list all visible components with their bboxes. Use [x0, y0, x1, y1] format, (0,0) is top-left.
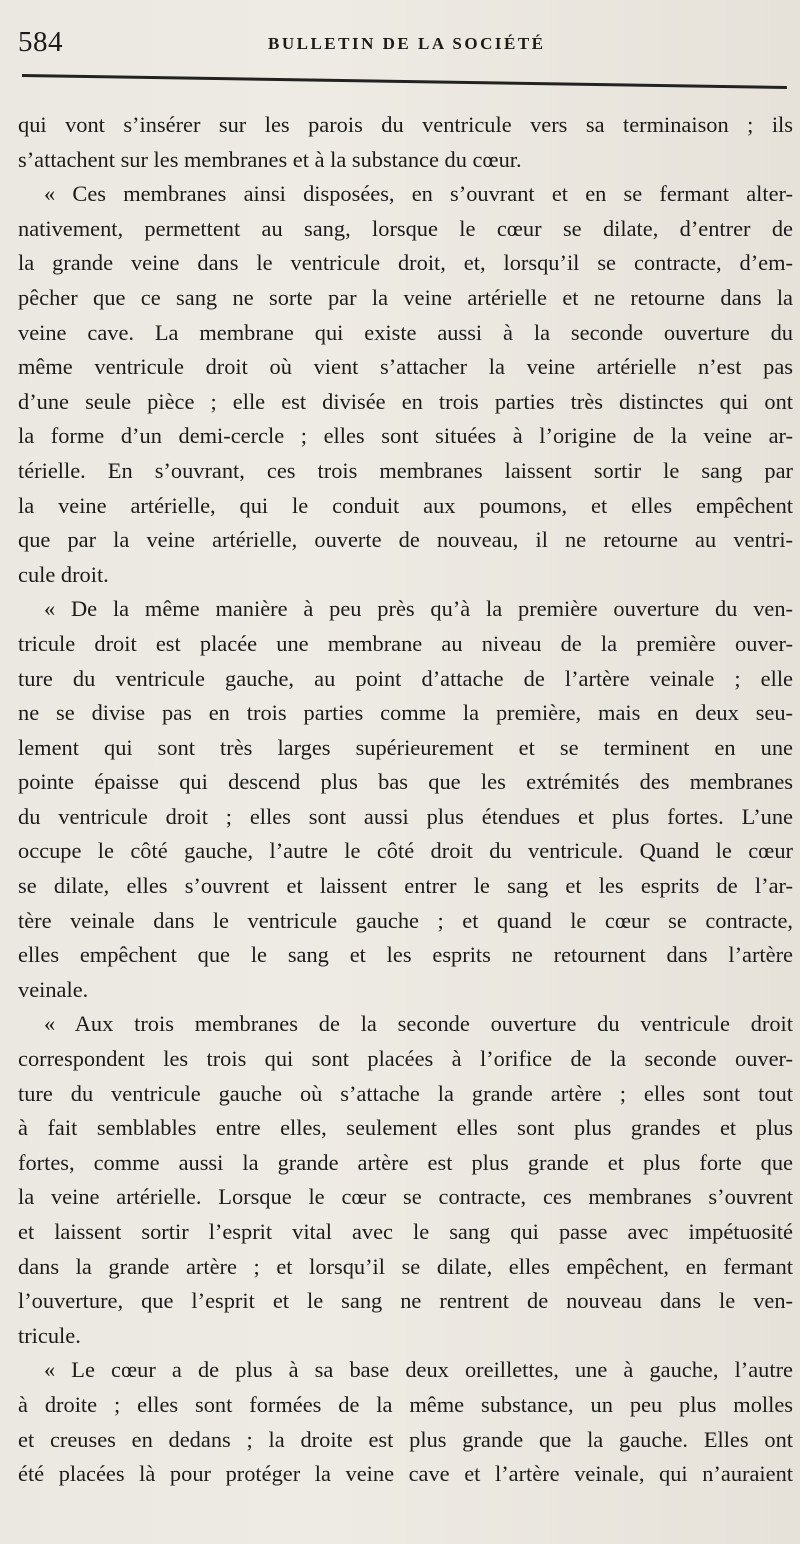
text-line: « De la même manière à peu près qu’à la première ouverture du ven-	[44, 596, 793, 622]
text-line: ne se divise pas en trois parties comme la première, mais en deux seu-	[18, 700, 793, 726]
text-line: tricule droit est placée une membrane au niveau de la première ouver-	[18, 630, 793, 656]
text-line: « Le cœur a de plus à sa base deux oreillettes, une à gauche, l’autre	[44, 1357, 793, 1383]
text-line: tricule.	[18, 1322, 81, 1348]
page-number: 584	[18, 26, 63, 58]
text-line: nativement, permettent au sang, lorsque le cœur se dilate, d’entrer de	[18, 215, 793, 241]
body-text	[18, 108, 793, 1492]
text-line: pêcher que ce sang ne sorte par la veine artérielle et ne retourne dans la	[18, 284, 793, 310]
text-line: occupe le côté gauche, l’autre le côté droit du ventricule. Quand le cœur	[18, 838, 793, 864]
text-line: dans la grande artère ; et lorsqu’il se dilate, elles empêchent, en fermant	[18, 1253, 793, 1279]
paragraph	[18, 1353, 793, 1491]
paragraph	[18, 108, 793, 177]
text-line: veinale.	[18, 976, 89, 1002]
paragraph	[18, 592, 793, 1007]
text-line: que par la veine artérielle, ouverte de nouveau, il ne retourne au ventri-	[18, 527, 793, 553]
text-line: la veine artérielle, qui le conduit aux poumons, et elles empêchent	[18, 492, 793, 518]
text-line: la forme d’un demi-cercle ; elles sont situées à l’origine de la veine ar-	[18, 423, 793, 449]
text-line: fortes, comme aussi la grande artère est plus grande et plus forte que	[18, 1149, 793, 1175]
paragraph	[18, 177, 793, 592]
text-line: et laissent sortir l’esprit vital avec le sang qui passe avec impétuosité	[18, 1219, 793, 1244]
text-line: tère veinale dans le ventricule gauche ; et quand le cœur se contracte,	[18, 907, 793, 933]
text-line: ture du ventricule gauche où s’attache la grande artère ; elles sont tout	[18, 1080, 793, 1106]
text-line: « Aux trois membranes de la seconde ouverture du ventricule droit	[44, 1011, 793, 1037]
text-line: cule droit.	[18, 561, 109, 587]
text-line: du ventricule droit ; elles sont aussi plus étendues et plus fortes. L’une	[18, 803, 793, 829]
text-line: « Ces membranes ainsi disposées, en s’ouvrant et en se fermant alter-	[44, 181, 793, 207]
text-line: veine cave. La membrane qui existe aussi à la seconde ouverture du	[18, 319, 793, 345]
text-line: l’ouverture, que l’esprit et le sang ne rentrent de nouveau dans le ven-	[18, 1288, 793, 1314]
page-header	[18, 26, 788, 66]
header-rule	[22, 74, 787, 89]
text-line: à fait semblables entre elles, seulement elles sont plus grandes et plus	[18, 1115, 793, 1141]
text-line: pointe épaisse qui descend plus bas que les extrémités des membranes	[18, 769, 793, 795]
text-line: à droite ; elles sont formées de la même substance, un peu plus molles	[18, 1391, 793, 1417]
text-line: même ventricule droit où vient s’attacher la veine artérielle n’est pas	[18, 354, 793, 380]
text-line: la grande veine dans le ventricule droit, et, lorsqu’il se contracte, d’em-	[18, 250, 793, 276]
text-line: lement qui sont très larges supérieurement et se terminent en une	[18, 734, 793, 760]
text-line: qui vont s’insérer sur les parois du ventricule vers sa terminaison ; ils	[18, 112, 793, 137]
text-line: été placées là pour protéger la veine cave et l’artère veinale, qui n’auraient	[18, 1461, 793, 1487]
text-line: se dilate, elles s’ouvrent et laissent entrer le sang et les esprits de l’ar-	[18, 873, 793, 899]
running-head: BULLETIN DE LA SOCIÉTÉ	[268, 34, 546, 53]
text-line: s’attachent sur les membranes et à la substance du cœur.	[18, 146, 522, 172]
text-line: ture du ventricule gauche, au point d’attache de l’artère veinale ; elle	[18, 665, 793, 691]
paragraph	[18, 1007, 793, 1353]
text-line: et creuses en dedans ; la droite est plus grande que la gauche. Elles ont	[18, 1426, 793, 1452]
text-line: elles empêchent que le sang et les esprits ne retournent dans l’artère	[18, 942, 793, 968]
text-line: d’une seule pièce ; elle est divisée en trois parties très distinctes qui ont	[18, 388, 793, 414]
text-line: correspondent les trois qui sont placées à l’orifice de la seconde ouver-	[18, 1046, 793, 1072]
text-line: térielle. En s’ouvrant, ces trois membranes laissent sortir le sang par	[18, 457, 793, 483]
text-line: la veine artérielle. Lorsque le cœur se contracte, ces membranes s’ouvrent	[18, 1184, 793, 1210]
